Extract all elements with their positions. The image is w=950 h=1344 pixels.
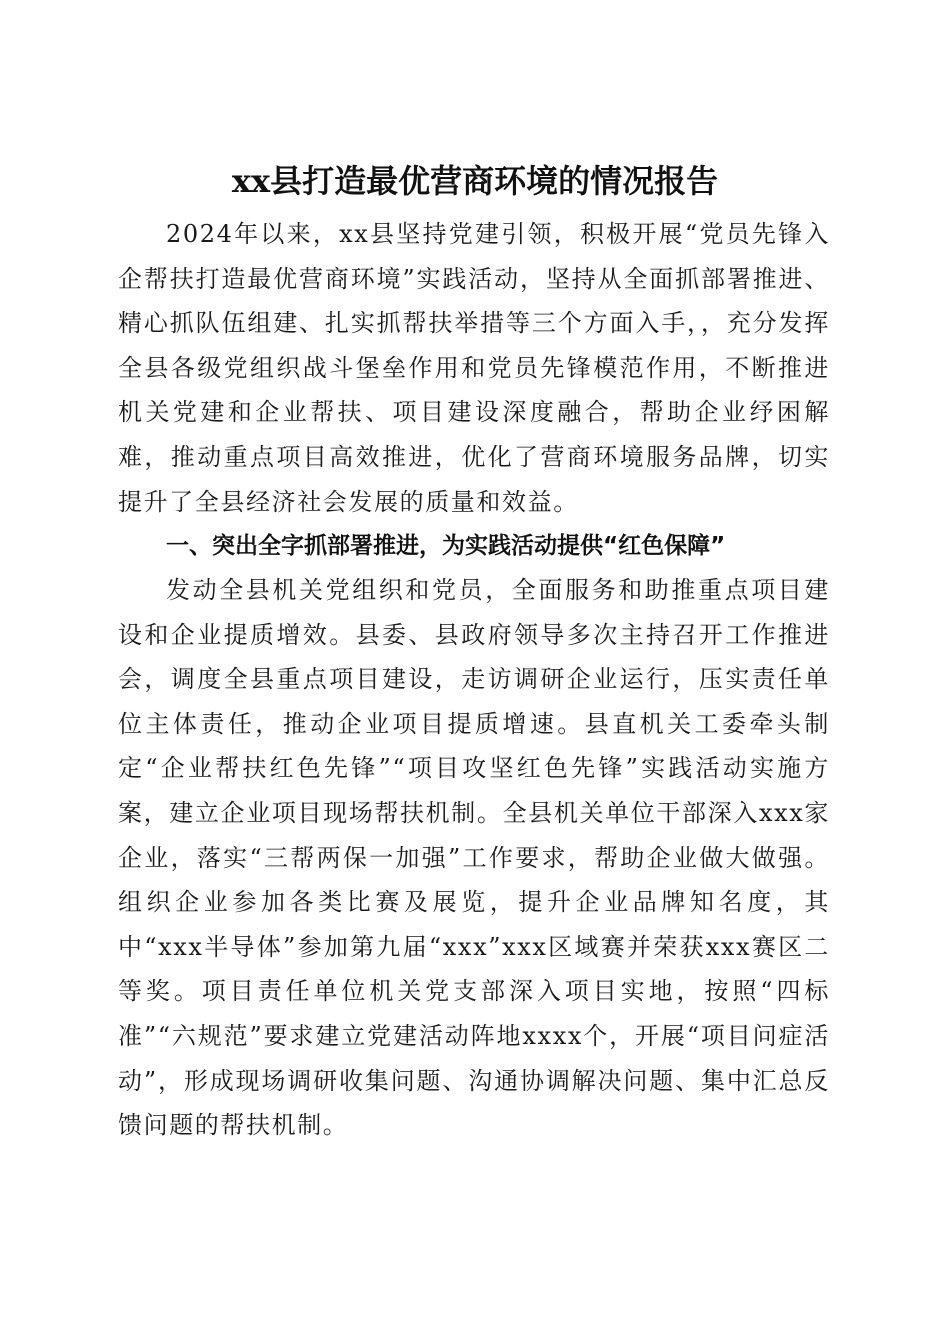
document-title: xx县打造最优营商环境的情况报告 (231, 162, 719, 201)
intro-paragraph: 2024年以来，xx县坚持党建引领，积极开展“党员先锋入企帮扶打造最优营商环境”实践活动，坚持从全面抓部署推进、精心抓队伍组建、扎实抓帮扶举措等三个方面入手，，充分发挥全县各级党组织战斗堡垒作用和党员先锋模范作用，不断推进机关党建和企业帮扶、项目建设深度融合，帮助企业纾困解难，推动重点项目高效推进，优化了营商环境服务品牌，切实提升了全县经济社会发展的质量和效益。 (118, 220, 830, 516)
section-heading-1: 一、突出全字抓部署推进，为实践活动提供“红色保障” (166, 533, 726, 559)
section-1-paragraph: 发动全县机关党组织和党员，全面服务和助推重点项目建设和企业提质增效。县委、县政府领导多次主持召开工作推进会，调度全县重点项目建设，走访调研企业运行，压实责任单位主体责任，推动企业项目提质增速。县直机关工委牵头制定“企业帮扶红色先锋”“项目攻坚红色先锋”实践活动实施方案，建立企业项目现场帮扶机制。全县机关单位干部深入xxx家企业，落实“三帮两保一加强”工作要求，帮助企业做大做强。组织企业参加各类比赛及展览，提升企业品牌知名度，其中“xxx半导体”参加第九届“xxx”xxx区域赛并荣获xxx赛区二等奖。项目责任单位机关党支部深入项目实地，按照“四标准”“六规范”要求建立党建活动阵地xxxx个，开展“项目问症活动”，形成现场调研收集问题、沟通协调解决问题、集中汇总反馈问题的帮扶机制。 (118, 576, 830, 1140)
